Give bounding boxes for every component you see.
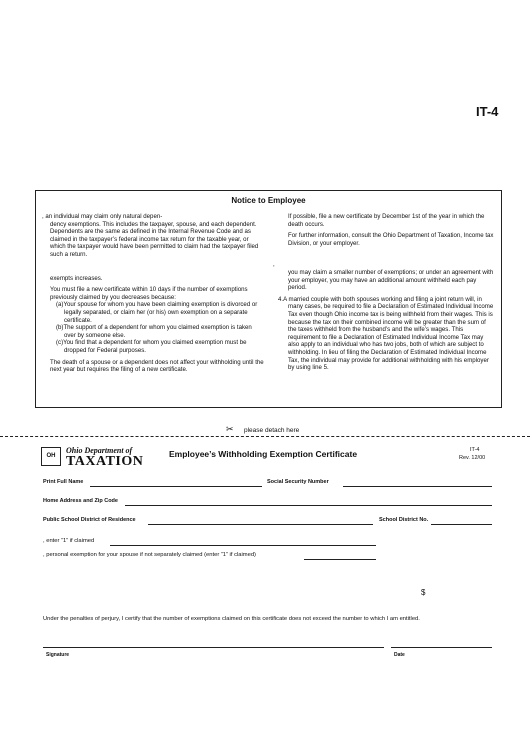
date-label: Date: [394, 652, 405, 658]
left-p1-body: dency exemptions. This includes the taxpayer, spouse, and each dependent. Dependents are the same as defined in the Internal Revenue Code and as claimed in the taxpayer’s federal income tax return for the taxable year, or which the taxpayer would have been permitted to claim had the taxpayer filed such a return.: [50, 220, 259, 258]
detach-line: [0, 436, 530, 437]
signature-label: Signature: [46, 652, 70, 658]
left-item-a: (a)Your spouse for whom you have been claiming exemption is divorced or legally separated, or claim her (or his) own exemption on a separate certificate.: [56, 301, 258, 324]
left-item-c: (c)You find that a dependent for whom you claimed exemption must be dropped for Federal purposes.: [56, 339, 247, 354]
line2-text: , personal exemption for your spouse if not separately claimed (enter “1” if claimed): [43, 552, 256, 558]
school-district-label: Public School District of Residence: [43, 517, 136, 523]
department-name: Ohio Department of: [66, 446, 133, 455]
line1-text: , enter “1” if claimed: [43, 538, 95, 544]
left-item-b: (b)The support of a dependent for whom you claimed exemption is taken over by someone else.: [56, 324, 252, 339]
line2-field[interactable]: [304, 559, 376, 560]
right-p2: For further information, consult the Ohio Department of Taxation, Income tax Division, or your employer.: [288, 232, 494, 247]
right-p4: 4.A married couple with both spouses working and filing a joint return will, in many cases, be required to file a Declaration of Estimated Individual Income Tax even though Ohio income tax is being withheld from their wages. This is because the tax on their combined income will be greater than the sum of the taxes withheld from the husband’s and the wife’s wages. This requirement to file a Declaration of Estimated Individual Income Tax may also apply to an individual who has two jobs, both of which are subject to withholding. In lieu of filing the Declaration of Estimated Individual Income Tax, the individual may provide for additional withholding with his employer by using line 5.: [278, 295, 494, 372]
left-p4: The death of a spouse or a dependent does not affect your withholding until the next year but requires the filing of a new certificate.: [50, 358, 264, 374]
scissors-icon: ✂: [226, 424, 234, 434]
notice-box: [35, 190, 502, 408]
school-district-field[interactable]: [148, 524, 373, 525]
certificate-revision: Rev. 12/00: [459, 455, 486, 461]
address-label: Home Address and Zip Code: [43, 498, 118, 504]
print-name-label: Print Full Name: [43, 479, 84, 485]
form-id: IT-4: [476, 104, 499, 119]
ssn-field[interactable]: [343, 486, 492, 487]
school-district-no-field[interactable]: [431, 524, 492, 525]
certificate-form-id: IT-4: [470, 447, 480, 453]
notice-left-column: [42, 213, 264, 378]
right-p3: you may claim a smaller number of exemptions; or under an agreement with your employer, you may have an additional amount withheld each pay period.: [288, 268, 494, 292]
right-p1: If possible, file a new certificate by December 1st of the year in which the death occurs.: [288, 213, 485, 228]
line1-field[interactable]: [110, 545, 376, 546]
perjury-statement: Under the penalties of perjury, I certify that the number of exemptions claimed on this certificate does not exceed the number to which I am entitled.: [43, 616, 420, 622]
left-p1-lead: , an individual may claim only natural depen-: [42, 213, 163, 220]
school-district-no-label: School District No.: [379, 517, 429, 523]
left-p2: exempts increases.: [50, 274, 103, 282]
left-p3-intro: You must file a new certificate within 10 days if the number of exemptions previously claimed by you decreases because:: [50, 286, 248, 301]
dollar-sign: $: [421, 588, 426, 597]
notice-right-column: [273, 213, 495, 376]
signature-field[interactable]: [43, 647, 384, 648]
ssn-label: Social Security Number: [267, 479, 329, 485]
ohio-logo-icon: OH: [41, 447, 61, 466]
right-p3-mark: ,: [273, 261, 275, 269]
date-field[interactable]: [391, 647, 492, 648]
department-taxation: TAXATION: [66, 454, 144, 469]
print-name-field[interactable]: [90, 486, 262, 487]
certificate-title: Employee’s Withholding Exemption Certificate: [169, 449, 358, 459]
notice-title: Notice to Employee: [231, 196, 306, 205]
address-field[interactable]: [125, 505, 492, 506]
detach-instruction: please detach here: [244, 427, 300, 434]
